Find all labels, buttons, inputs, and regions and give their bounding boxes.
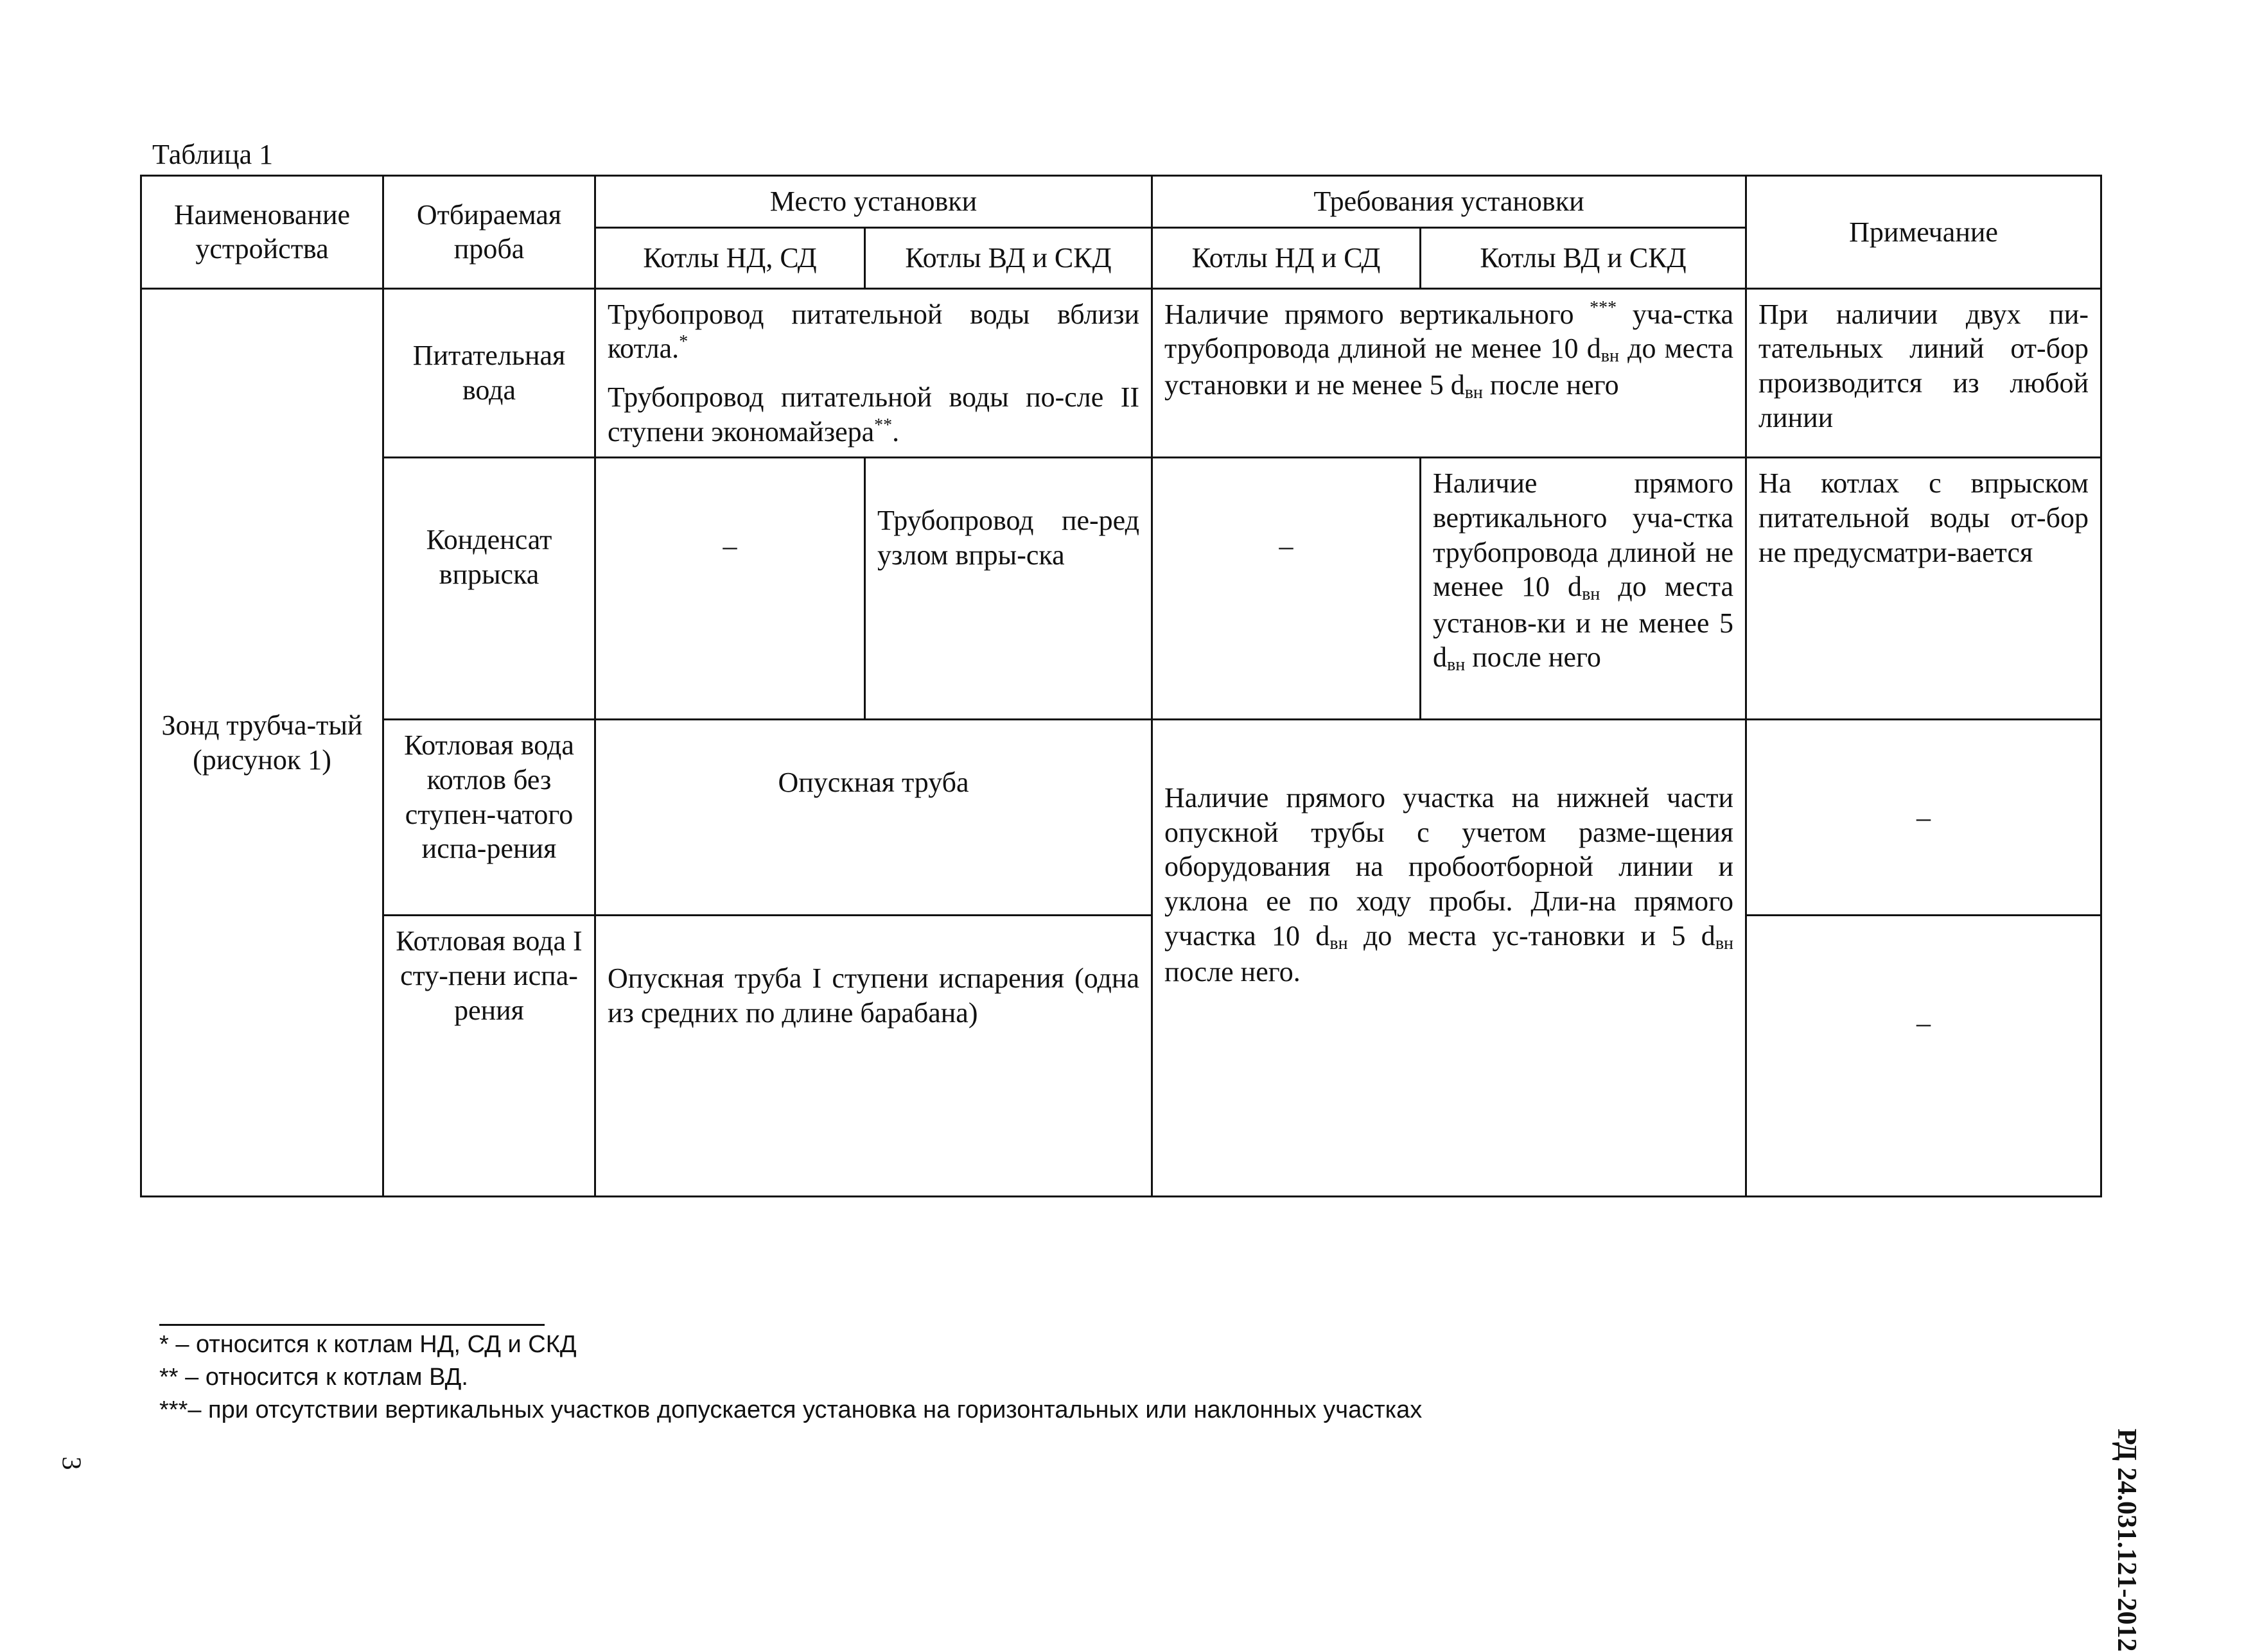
header-loc-vd-skd: Котлы ВД и СКД — [865, 227, 1152, 288]
footnote-1: * – относится к котлам НД, СД и СКД — [159, 1331, 577, 1358]
document-code: РД 24.031.121-2012 — [2112, 1429, 2141, 1652]
location-feedwater-b: Трубопровод питательной воды по-сле II ступени экономайзера — [608, 381, 1140, 448]
location-condensate-vd: Трубопровод пе-ред узлом впры-ска — [865, 458, 1152, 720]
note-boiler-water-stage1: – — [1746, 916, 2101, 1197]
header-req-nd-sd: Котлы НД и СД — [1152, 227, 1421, 288]
footnote-3: ***– при отсутствии вертикальных участков допускается установка на горизонтальных или наклонных участках — [159, 1396, 1423, 1423]
location-feedwater: Трубопровод питательной воды вблизи котла.* Трубопровод питательной воды по-сле II ступени экономайзера**. — [595, 288, 1152, 458]
location-feedwater-a: Трубопровод питательной воды вблизи котла. — [608, 298, 1140, 365]
sample-boiler-water-stage1: Котловая вода I сту-пени испа-рения — [383, 916, 595, 1197]
header-note: Примечание — [1746, 176, 2101, 289]
header-loc-nd-sd: Котлы НД, СД — [595, 227, 865, 288]
requirement-text: до места установки и не менее 5 d — [1164, 333, 1734, 401]
requirement-text: после него. — [1164, 955, 1301, 987]
header-req-vd-skd: Котлы ВД и СКД — [1421, 227, 1746, 288]
subscript: вн — [1715, 933, 1734, 953]
requirement-text: уча-стка трубопровода длиной не менее 10 d — [1164, 298, 1734, 365]
requirement-text: Наличие прямого вертикального уча-стка трубопровода длиной не менее 10 d — [1433, 467, 1734, 603]
header-requirements: Требования установки — [1152, 176, 1746, 228]
sample-boiler-water: Котловая вода котлов без ступен-чатого испа-рения — [383, 720, 595, 916]
footnote-mark: * — [679, 332, 688, 352]
subscript: вн — [1464, 382, 1483, 403]
requirement-text: после него — [1489, 369, 1619, 401]
requirement-text: после него — [1472, 641, 1601, 674]
subscript: вн — [1600, 346, 1619, 367]
requirement-boiler-water — [1152, 720, 1746, 1197]
requirements-table — [140, 175, 2102, 1197]
header-location: Место установки — [595, 176, 1152, 228]
requirement-text: Наличие прямого участка на нижней части опускной трубы с учетом разме-щения оборудования на пробоотборной линии и уклона ее по ходу пробы. Дли-на прямого участка 10 d — [1164, 782, 1734, 952]
header-device: Наименование устройства — [141, 176, 383, 289]
page-number: 3 — [56, 1456, 86, 1470]
location-boiler-water: Опускная труба — [595, 720, 1152, 916]
requirement-text: до места ус-тановки и 5 d — [1363, 919, 1715, 952]
footnote-mark: *** — [1590, 297, 1617, 318]
footnotes — [159, 1326, 1422, 1424]
location-boiler-water-stage1: Опускная труба I ступени испарения (одна из средних по длине барабана) — [595, 916, 1152, 1197]
sample-condensate: Конденсат впрыска — [383, 458, 595, 720]
footnote-2: ** – относится к котлам ВД. — [159, 1364, 468, 1391]
note-feedwater: При наличии двух пи-тательных линий от-бор производится из любой линии — [1746, 288, 2101, 458]
requirement-condensate-nd: – — [1152, 458, 1421, 720]
requirement-text: Наличие прямого вертикального — [1164, 298, 1574, 330]
subscript: вн — [1582, 584, 1600, 605]
table-caption: Таблица 1 — [152, 139, 274, 170]
subscript: вн — [1329, 933, 1348, 953]
note-condensate: На котлах с впрыском питательной воды от-бор не предусматри-вается — [1746, 458, 2101, 720]
footnote-mark: ** — [874, 415, 893, 435]
sample-feedwater: Питательная вода — [383, 288, 595, 458]
requirement-feedwater — [1152, 288, 1746, 458]
note-boiler-water: – — [1746, 720, 2101, 916]
subscript: вн — [1447, 655, 1466, 675]
requirement-condensate-vd — [1421, 458, 1746, 720]
header-sample: Отбираемая проба — [383, 176, 595, 289]
location-condensate-nd: – — [595, 458, 865, 720]
device-name: Зонд трубча-тый (рисунок 1) — [141, 288, 383, 1197]
requirement-text: до места установ-ки и не менее 5 d — [1433, 571, 1734, 674]
